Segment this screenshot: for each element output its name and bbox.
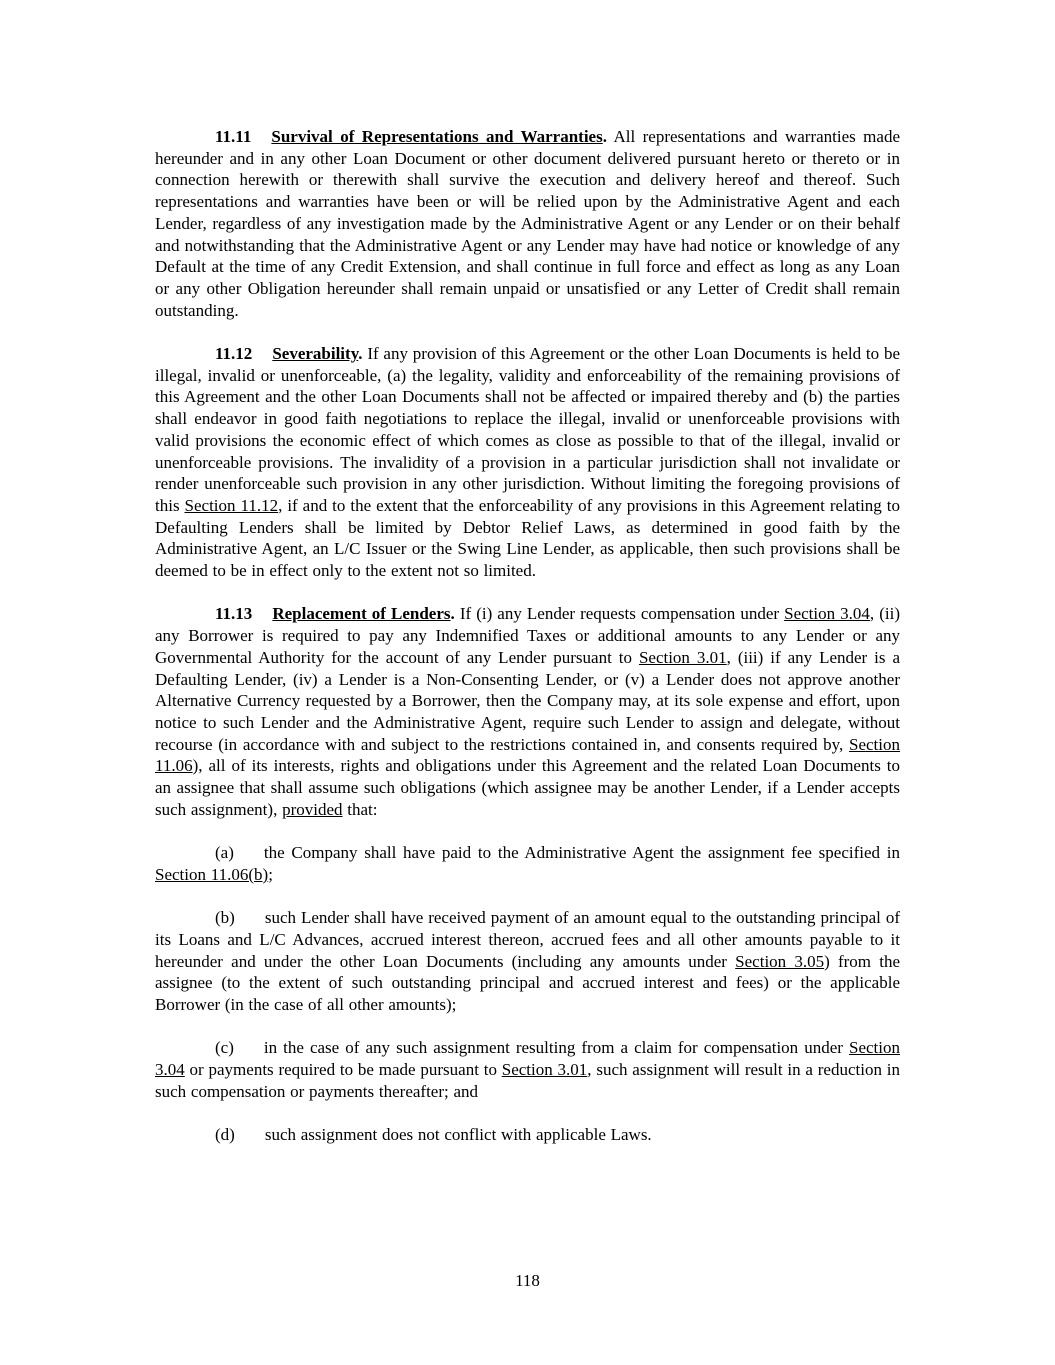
clause-d xyxy=(155,1124,900,1146)
section-reference: Section 3.04 xyxy=(155,1038,900,1080)
body-text: the Company shall have paid to the Administrative Agent the assignment fee specified in xyxy=(263,843,900,863)
body-text: , if and to the extent that the enforceability of any provisions in this Agreement relating to Defaulting Lenders shall be limited by Debtor Relief Laws, as determined in good faith by the Administrative Agent, an L/C Issuer or the Swing Line Lender, as applicable, then such provisions shall be deemed to be in effect only to the extent not so limited. xyxy=(155,495,900,581)
section-reference: Section 11.06(b) xyxy=(155,864,269,884)
body-text: or payments required to be made pursuant to xyxy=(184,1060,502,1080)
clause-letter: (a) xyxy=(215,843,234,863)
section-11-13 xyxy=(155,603,900,820)
section-reference: Section 3.01 xyxy=(501,1060,588,1080)
section-11-12 xyxy=(155,343,900,582)
clause-letter: (b) xyxy=(215,908,235,928)
tab-space xyxy=(251,141,271,142)
body-text: ) from the assignee (to the extent of such outstanding principal and accrued interest and fees) or the applicable Borrower (in the case of all other amounts); xyxy=(155,951,900,1015)
body-text: If (i) any Lender requests compensation under xyxy=(454,604,785,624)
body-text: , such assignment will result in a reduction in such compensation or payments thereafter; and xyxy=(155,1060,900,1101)
tab-space xyxy=(252,618,272,619)
body-text: ; xyxy=(268,864,273,884)
section-heading-period: . xyxy=(450,604,455,624)
tab-space xyxy=(235,1139,265,1140)
body-text: ), all of its interests, rights and obligations under this Agreement and the related Loan Documents to an assignee that shall assume such obligations (which assignee may be another Lender, if a Lender accepts such assignment), xyxy=(155,756,900,819)
section-reference: Section 11.06 xyxy=(155,734,900,776)
section-heading: Replacement of Lenders xyxy=(272,604,451,624)
section-reference: Section 3.04 xyxy=(784,604,870,624)
tab-space xyxy=(235,922,265,923)
section-number: 11.12 xyxy=(215,344,253,364)
body-text: If any provision of this Agreement or the other Loan Documents is held to be illegal, invalid or unenforceable, (a) the legality, validity and enforceability of the remaining provisions of this Agreement and the other Loan Documents shall not be affected or impaired thereby and (b) the parties shall endeavor in good faith negotiations to replace the illegal, invalid or unenforceable provisions with valid provisions the economic effect of which comes as close as possible to that of the illegal, invalid or unenforceable provisions. The invalidity of a provision in a particular jurisdiction shall not invalidate or render unenforceable such provision in any other jurisdiction. Without limiting the foregoing provisions of this xyxy=(155,344,900,515)
section-heading-period: . xyxy=(358,344,363,364)
tab-space xyxy=(234,1052,264,1053)
body-text: , (iii) if any Lender is a Defaulting Lender, (iv) a Lender is a Non-Consenting Lender, or (v) a Lender does not approve another Alternative Currency requested by a Borrower, then the Company may, at its sole expense and effort, upon notice to such Lender and the Administrative Agent, require such Lender to assign and delegate, without recourse (in accordance with and subject to the restrictions contained in, and consents required by, xyxy=(155,647,900,754)
body-text: in the case of any such assignment resulting from a claim for compensation under xyxy=(263,1038,849,1058)
page-number: 118 xyxy=(515,1271,540,1290)
section-11-11 xyxy=(155,126,900,321)
body-text: All representations and warranties made hereunder and in any other Loan Document or other document delivered pursuant hereto or thereto or in connection herewith or therewith shall survive the execution and delivery hereof and thereof. Such representations and warranties have been or will be relied upon by the Administrative Agent and each Lender, regardless of any investigation made by the Administrative Agent or any Lender or on their behalf and notwithstanding that the Administrative Agent or any Lender may have had notice or knowledge of any Default at the time of any Credit Extension, and shall continue in full force and effect as long as any Loan or any other Obligation hereunder shall remain unpaid or unsatisfied or any Letter of Credit shall remain outstanding. xyxy=(155,127,901,320)
tab-space xyxy=(234,857,264,858)
section-heading: Severability xyxy=(272,344,359,364)
clause-b xyxy=(155,907,900,1016)
body-text: , (ii) any Borrower is required to pay any Indemnified Taxes or additional amounts to any Lender or any Governmental Authority for the account of any Lender pursuant to xyxy=(155,604,900,667)
section-reference: Section 11.12 xyxy=(184,495,279,515)
section-reference: Section 3.05 xyxy=(735,951,825,971)
clause-letter: (d) xyxy=(215,1125,235,1145)
section-reference: Section 3.01 xyxy=(638,647,727,667)
tab-space xyxy=(252,358,272,359)
section-number: 11.11 xyxy=(215,127,252,146)
section-number: 11.13 xyxy=(215,604,253,624)
body-text: such assignment does not conflict with applicable Laws. xyxy=(264,1125,652,1145)
body-text: that: xyxy=(342,799,378,819)
body-text: such Lender shall have received payment of an amount equal to the outstanding principal of its Loans and L/C Advances, accrued interest thereon, accrued fees and all other amounts payable to it hereunder and under the other Loan Documents (including any amounts under xyxy=(155,908,900,971)
emphasis: provided xyxy=(282,799,343,819)
section-heading: Survival of Representations and Warranties xyxy=(271,127,603,146)
document-body xyxy=(155,126,900,1146)
clause-c xyxy=(155,1037,900,1102)
section-heading-period: . xyxy=(602,127,607,146)
clause-letter: (c) xyxy=(215,1038,234,1058)
clause-a xyxy=(155,842,900,885)
